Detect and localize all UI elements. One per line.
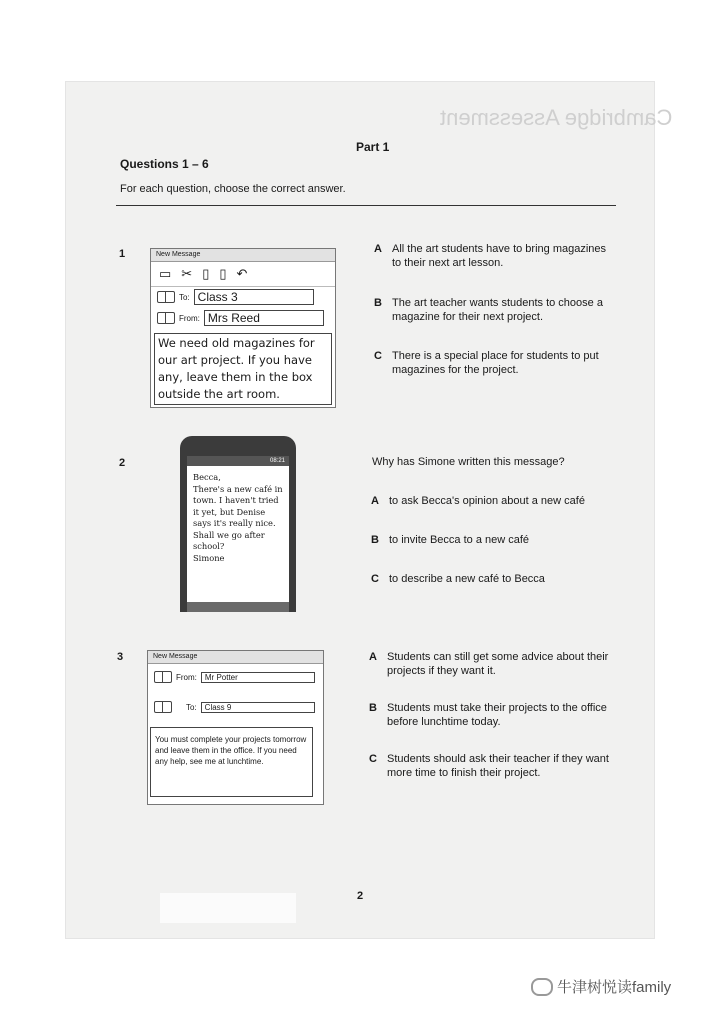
send-icon[interactable]: ▭: [159, 266, 172, 281]
address-book-icon[interactable]: [157, 312, 175, 324]
show-through-logo: Cambridge Assessment: [440, 105, 673, 130]
q3-option-b[interactable]: B Students must take their projects to the office before lunchtime today.: [369, 702, 607, 728]
divider: [116, 205, 616, 206]
q3-from-value[interactable]: Mr Potter: [201, 672, 315, 683]
q2-option-a[interactable]: A to ask Becca's opinion about a new café: [371, 495, 585, 507]
q3-window-title: New Message: [148, 651, 323, 664]
q3-to-value[interactable]: Class 9: [201, 702, 315, 713]
q2-phone-screen: [187, 456, 289, 612]
q1-from-field: [157, 310, 324, 326]
q3-option-c[interactable]: C Students should ask their teacher if they want more time to finish their project.: [369, 753, 609, 779]
q1-to-value[interactable]: Class 3: [194, 289, 314, 305]
q2-option-b[interactable]: B to invite Becca to a new café: [371, 534, 530, 546]
page-number: 2: [357, 890, 364, 902]
copy-icon[interactable]: ▯: [202, 266, 210, 281]
q1-message-window: [150, 248, 336, 408]
watermark-text: 牛津树悦读family: [557, 979, 672, 996]
undo-icon[interactable]: ↶: [236, 266, 248, 281]
q3-message-window: [147, 650, 324, 805]
q1-to-field: [157, 289, 314, 305]
part-title: Part 1: [356, 140, 390, 154]
redaction-stripe: [160, 893, 296, 923]
cut-icon[interactable]: ✂: [181, 266, 193, 281]
q2-phone: [180, 436, 296, 612]
q3-number: 3: [117, 651, 124, 663]
q2-message: Becca, There's a new café in town. I haven't tried it yet, but Denise says it's really nice. Shall we go after school? Simone: [193, 472, 283, 563]
q3-option-a[interactable]: A Students can still get some advice about their projects if they want it.: [369, 651, 609, 677]
q2-number: 2: [119, 457, 126, 469]
address-book-icon[interactable]: [157, 291, 175, 303]
q1-option-c[interactable]: C There is a special place for students to put magazines for the project.: [374, 350, 599, 376]
q3-to-label: To:: [186, 702, 197, 712]
q3-to-field: [154, 701, 315, 713]
q1-option-a[interactable]: A All the art students have to bring magazines to their next art lesson.: [374, 243, 607, 269]
q1-toolbar: [151, 262, 335, 287]
q1-from-value[interactable]: Mrs Reed: [204, 310, 324, 326]
watermark: [531, 976, 671, 997]
q2-option-c[interactable]: C to describe a new café to Becca: [371, 573, 545, 585]
q2-question: Why has Simone written this message?: [372, 456, 565, 468]
q1-message-body: We need old magazines for our art project. If you have any, leave them in the box outside the art room.: [154, 333, 332, 405]
q1-from-label: From:: [179, 313, 200, 323]
q1-option-b[interactable]: B The art teacher wants students to choose a magazine for their next project.: [374, 297, 603, 323]
q1-window-title: New Message: [151, 249, 335, 262]
q2-keyboard[interactable]: [187, 602, 289, 612]
q1-to-label: To:: [179, 292, 190, 302]
q1-number: 1: [119, 248, 126, 260]
address-book-icon[interactable]: [154, 701, 172, 713]
q3-from-field: [154, 671, 315, 683]
q3-from-label: From:: [176, 672, 197, 682]
chat-icon: [531, 978, 553, 996]
q2-status-bar: 08:21: [187, 456, 289, 466]
instruction: For each question, choose the correct answer.: [120, 183, 346, 195]
paste-icon[interactable]: ▯: [219, 266, 227, 281]
q3-message-body: You must complete your projects tomorrow and leave them in the office. If you need any help, see me at lunchtime.: [150, 727, 313, 797]
questions-heading: Questions 1 – 6: [120, 157, 209, 171]
exam-page: [66, 82, 654, 938]
address-book-icon[interactable]: [154, 671, 172, 683]
